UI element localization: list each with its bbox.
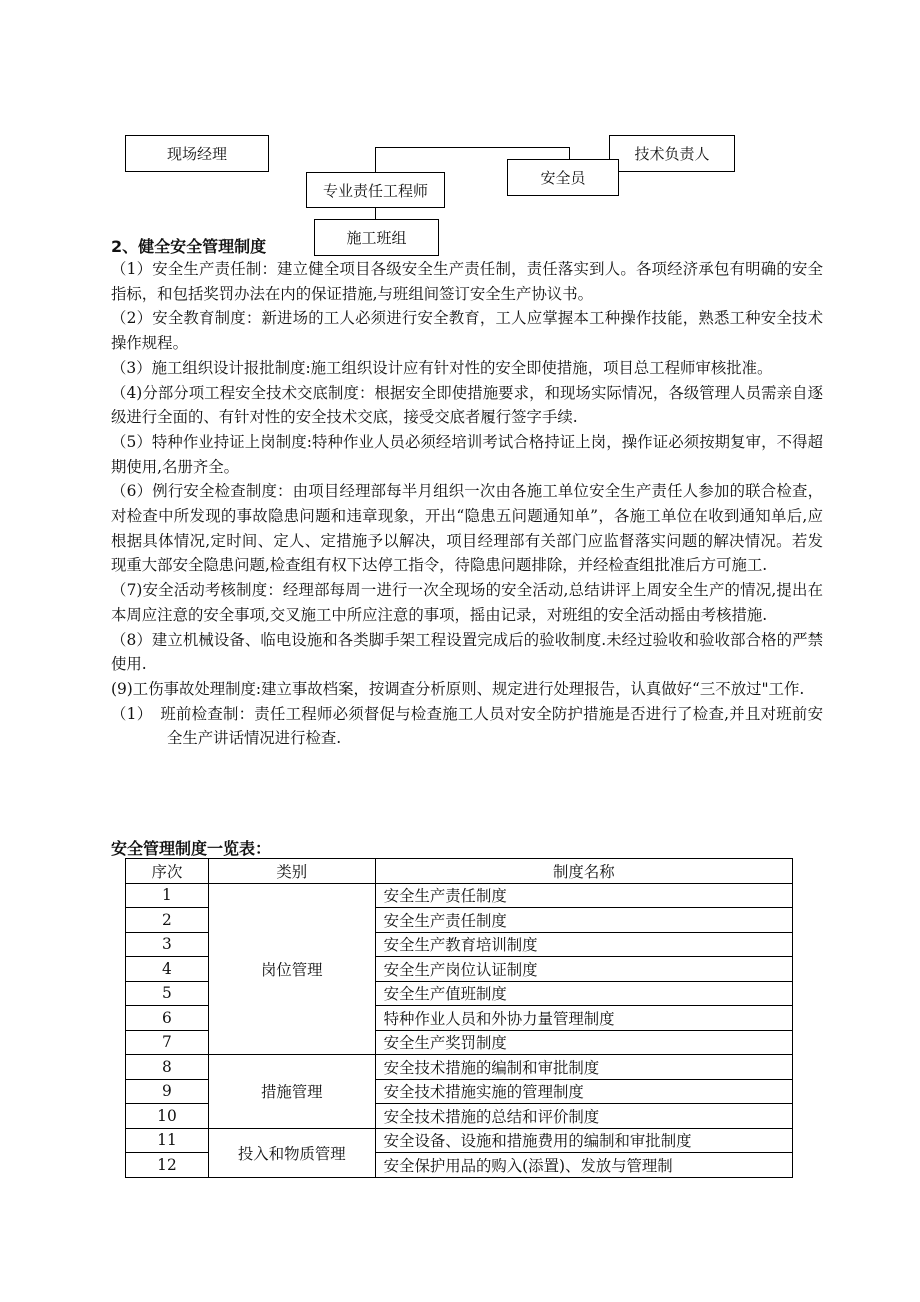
cell-category: 岗位管理 [208, 883, 375, 1055]
cell-no: 4 [126, 957, 209, 982]
cell-no: 10 [126, 1104, 209, 1129]
cell-no: 6 [126, 1006, 209, 1031]
table-row [126, 1055, 793, 1080]
paragraph: （6）例行安全检查制度：由项目经理部每半月组织一次由各施工单位安全生产责任人参加的联合检查，对检查中所发现的事故隐患问题和违章现象，开出“隐患五问题通知单”，各施工单位在收到通知单后,应根据具体情况,定时间、定人、定措施予以解决，项目经理部有关部门应监督落实问题的解决情况。若发现重大部安全隐患问题,检查组有权下达停工指令，待隐患问题排除，并经检查组批准后方可施工. [111, 482, 823, 575]
cell-name: 特种作业人员和外协力量管理制度 [375, 1006, 792, 1031]
regulations-table [125, 858, 793, 1178]
paragraph: （1）安全生产责任制：建立健全项目各级安全生产责任制，责任落实到人。各项经济承包有明确的安全指标，和包括奖罚办法在内的保证措施,与班组间签订安全生产协议书。 [111, 260, 823, 303]
org-team: 施工班组 [314, 219, 439, 256]
paragraph: （2）安全教育制度：新进场的工人必须进行安全教育，工人应掌握本工种操作技能，熟悉工种安全技术操作规程。 [111, 309, 823, 353]
cell-name: 安全生产责任制度 [375, 883, 792, 908]
paragraph: （8）建立机械设备、临电设施和各类脚手架工程设置完成后的验收制度.未经过验收和验收部合格的严禁使用. [111, 630, 823, 674]
paragraph: （7)安全活动考核制度：经理部每周一进行一次全现场的安全活动,总结讲评上周安全生产的情况,提出在本周应注意的安全事项,交叉施工中所应注意的事项，摇由记录，对班组的安全活动摇由考核措施. [111, 581, 823, 624]
paragraph: （3）施工组织设计报批制度:施工组织设计应有针对性的安全即使措施，项目总工程师审核批准。 [111, 358, 773, 377]
cell-name: 安全技术措施的总结和评价制度 [375, 1104, 792, 1129]
cell-category: 措施管理 [208, 1055, 375, 1129]
cell-no: 3 [126, 932, 209, 957]
org-engineer: 专业责任工程师 [306, 172, 445, 208]
cell-name: 安全设备、设施和措施费用的编制和审批制度 [375, 1128, 792, 1153]
cell-name: 安全生产值班制度 [375, 981, 792, 1006]
header-category: 类别 [208, 859, 375, 884]
cell-name: 安全技术措施实施的管理制度 [375, 1079, 792, 1104]
cell-no: 7 [126, 1030, 209, 1055]
cell-no: 11 [126, 1128, 209, 1153]
connector-safety-up [569, 147, 570, 159]
connector-top [375, 147, 570, 148]
paragraph: (9)工伤事故处理制度:建立事故档案，按调查分析原则、规定进行处理报告，认真做好“三不放过"工作. [111, 679, 805, 698]
cell-name: 安全技术措施的编制和审批制度 [375, 1055, 792, 1080]
table-title: 安全管理制度一览表： [111, 839, 272, 858]
cell-name: 安全生产教育培训制度 [375, 932, 792, 957]
table-row [126, 883, 793, 908]
section-title: 2、健全安全管理制度 [111, 237, 267, 256]
cell-no: 2 [126, 908, 209, 933]
regulations-list [111, 257, 823, 751]
header-no: 序次 [126, 859, 209, 884]
cell-no: 5 [126, 981, 209, 1006]
paragraph: （5）特种作业持证上岗制度:特种作业人员必须经培训考试合格持证上岗，操作证必须按期复审，不得超期使用,名册齐全。 [111, 432, 823, 476]
table-header-row [126, 859, 793, 884]
cell-category: 投入和物质管理 [208, 1128, 375, 1177]
cell-name: 安全生产岗位认证制度 [375, 957, 792, 982]
cell-no: 12 [126, 1153, 209, 1178]
cell-no: 9 [126, 1079, 209, 1104]
org-safety-officer: 安全员 [507, 159, 619, 196]
paragraph-indented: （1） 班前检查制：责任工程师必须督促与检查施工人员对安全防护措施是否进行了检查,并且对班前安全生产讲话情况进行检查. [111, 704, 823, 748]
paragraph: （4)分部分项工程安全技术交底制度：根据安全即使措施要求，和现场实际情况，各级管理人员需亲自逐级进行全面的、有针对性的安全技术交底，接受交底者履行签字手续. [111, 383, 823, 427]
cell-no: 8 [126, 1055, 209, 1080]
org-site-manager: 现场经理 [125, 135, 269, 172]
header-name: 制度名称 [375, 859, 792, 884]
connector-engineer-up [375, 147, 376, 173]
org-tech-lead: 技术负责人 [609, 135, 735, 172]
cell-name: 安全保护用品的购入(添置)、发放与管理制 [375, 1153, 792, 1178]
cell-name: 安全生产奖罚制度 [375, 1030, 792, 1055]
table-row [126, 1128, 793, 1153]
cell-no: 1 [126, 883, 209, 908]
cell-name: 安全生产责任制度 [375, 908, 792, 933]
